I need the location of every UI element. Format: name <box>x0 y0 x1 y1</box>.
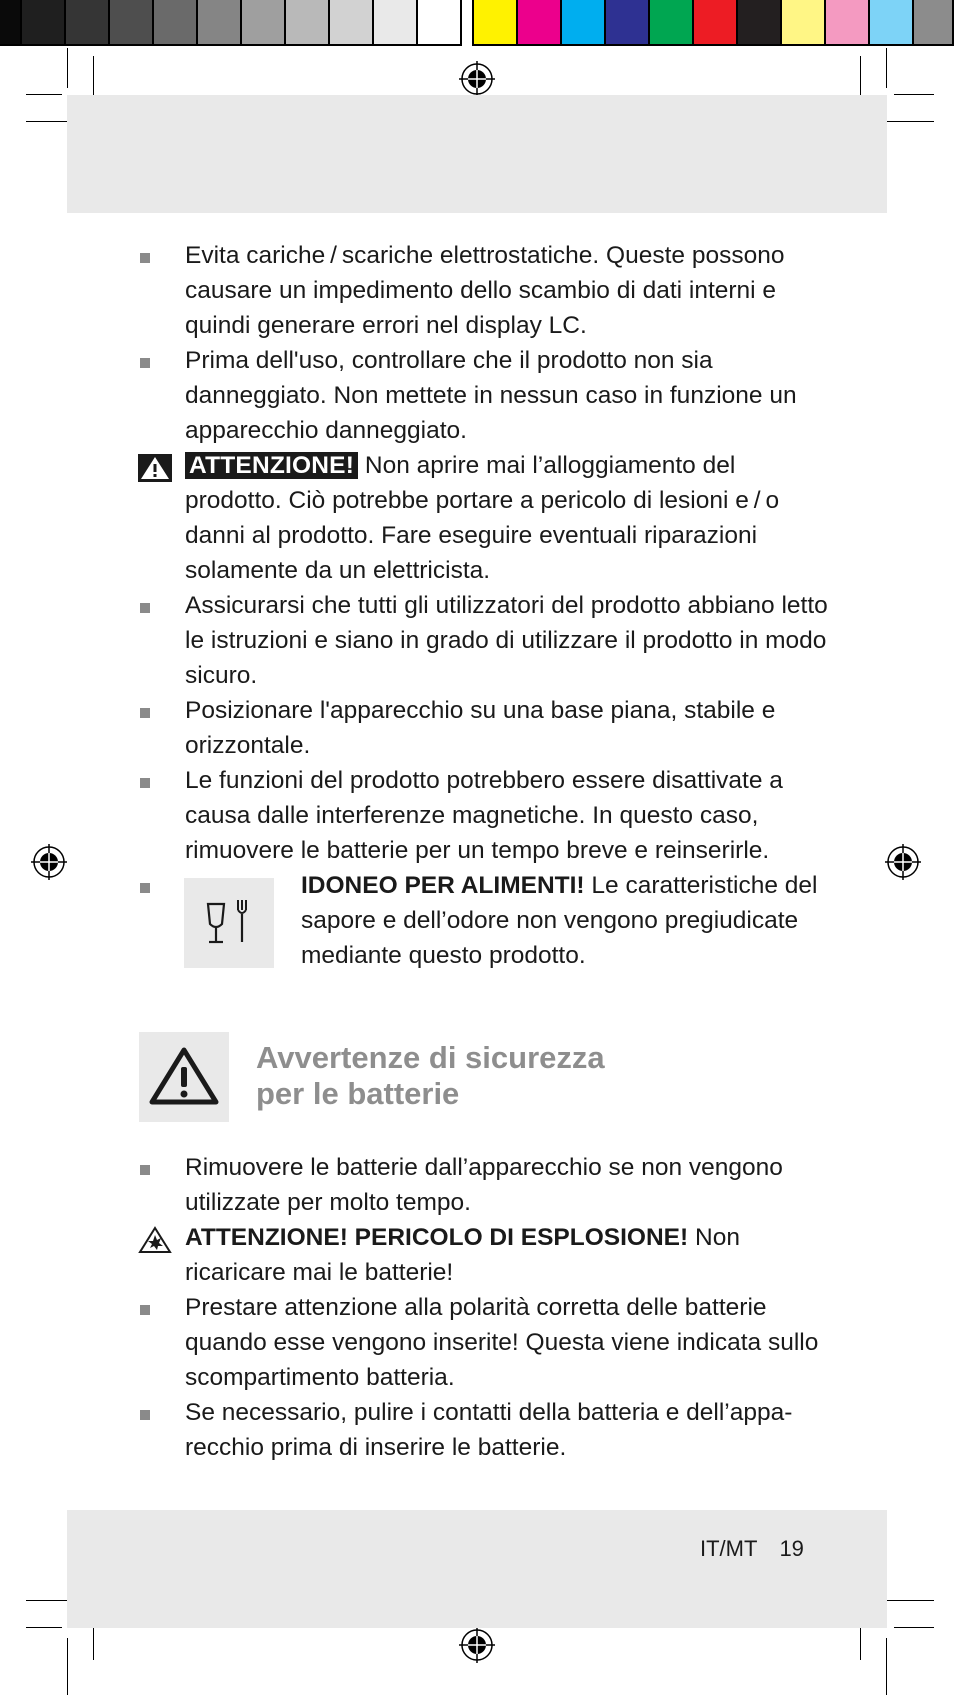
color-swatch <box>650 0 694 46</box>
color-swatch <box>782 0 826 46</box>
food-safe-text: Le caratteristiche del sapore e dell’odore non vengono pregiudicate mediante questo prodotto. <box>301 872 818 969</box>
bullet-square-icon <box>140 708 150 718</box>
list-item-text: Prestare attenzione alla polarità corretta delle batterie quando esse vengono inserite! Questa viene indicata sullo scompartimento batteria. <box>185 1294 819 1391</box>
explosion-warning-icon <box>138 1226 172 1254</box>
food-safe-label: IDONEO PER ALIMENTI! <box>301 872 585 899</box>
color-swatch <box>738 0 782 46</box>
color-swatch <box>66 0 110 46</box>
crop-mark <box>880 1600 934 1601</box>
warning-triangle-icon <box>139 1032 229 1122</box>
section-icon-box <box>139 1032 229 1122</box>
list-item-text: Le funzioni del prodotto potrebbero essere disattivate a causa dalle interferenze magnetiche. In questo caso, rimuovere le batterie per un tempo breve e reinserirle. <box>185 767 783 864</box>
color-swatch <box>914 0 954 46</box>
crop-mark <box>67 48 68 88</box>
list-item-text: Evita cariche / scariche elettrostatiche. Queste possono causare un impedimento dello scambio di dati interni e quindi generare errori nel display LC. <box>185 242 785 339</box>
color-swatch <box>330 0 374 46</box>
crop-mark <box>894 94 934 95</box>
crop-mark <box>67 1638 68 1695</box>
battery-section-header <box>139 1032 839 1122</box>
food-safe-item <box>138 868 838 980</box>
list-item <box>138 1395 838 1465</box>
color-swatch <box>110 0 154 46</box>
food-safe-icon <box>184 878 274 968</box>
color-swatch <box>418 0 462 46</box>
bullet-square-icon <box>140 358 150 368</box>
bullet-square-icon <box>140 603 150 613</box>
color-swatch <box>462 0 474 46</box>
crop-mark <box>886 1638 887 1695</box>
battery-instructions <box>138 1150 838 1465</box>
bullet-square-icon <box>140 253 150 263</box>
warning-text: Non aprire mai l’alloggiamento del prodotto. Ciò potrebbe portare a pericolo di lesioni e / o danni al prodotto. Fare eseguire eventuali riparazioni solamente da un elettricista. <box>185 452 780 584</box>
registration-mark-icon <box>459 1627 495 1663</box>
bullet-square-icon <box>140 778 150 788</box>
list-item-text: Rimuovere le batterie dall’apparecchio se non vengono utilizzate per molto tempo. <box>185 1154 783 1216</box>
color-swatch <box>0 0 22 46</box>
footer-band <box>67 1510 887 1628</box>
list-item <box>138 1290 838 1395</box>
color-swatch <box>562 0 606 46</box>
food-safe-icon-box <box>184 878 274 968</box>
color-swatch <box>242 0 286 46</box>
bullet-square-icon <box>140 1305 150 1315</box>
header-band <box>67 95 887 213</box>
color-swatch <box>374 0 418 46</box>
section-title <box>256 1040 605 1112</box>
registration-mark-icon <box>31 844 67 880</box>
crop-mark <box>886 48 887 88</box>
color-swatch <box>518 0 562 46</box>
warning-text: Non ricaricare mai le batterie! <box>185 1224 740 1286</box>
list-item <box>138 1150 838 1220</box>
list-item-text: Prima dell'uso, controllare che il prodotto non sia danneggiato. Non mettete in nessun caso in funzione un apparecchio danneggiato. <box>185 347 797 444</box>
color-swatch <box>606 0 650 46</box>
registration-mark-icon <box>885 844 921 880</box>
color-swatch <box>22 0 66 46</box>
color-swatch <box>286 0 330 46</box>
list-item <box>138 763 838 868</box>
color-swatch <box>826 0 870 46</box>
crop-mark <box>26 94 62 95</box>
color-swatch <box>474 0 518 46</box>
color-swatch <box>198 0 242 46</box>
list-item-text: Assicurarsi che tutti gli utilizzatori del prodotto abbiano letto le istruzioni e siano in grado di utilizzare il prodotto in modo sicuro. <box>185 592 828 689</box>
list-item <box>138 343 838 448</box>
registration-mark-icon <box>459 61 495 97</box>
bullet-square-icon <box>140 1165 150 1175</box>
warning-item <box>138 448 838 588</box>
list-item-text: Se necessario, pulire i contatti della batteria e dell’appa-recchio prima di inserire le batterie. <box>185 1399 793 1461</box>
food-safe-text-block <box>301 868 841 973</box>
page-number: 19 <box>779 1536 804 1561</box>
crop-mark <box>26 1627 62 1628</box>
list-item <box>138 693 838 763</box>
bullet-square-icon <box>140 1410 150 1420</box>
section-title-line: Avvertenze di sicurezza <box>256 1040 605 1075</box>
attention-badge: ATTENZIONE! <box>185 452 358 479</box>
section-title-line: per le batterie <box>256 1076 460 1111</box>
crop-mark <box>880 121 934 122</box>
bullet-square-icon <box>140 883 150 893</box>
warning-triangle-icon <box>138 454 172 482</box>
list-item <box>138 588 838 693</box>
warning-item <box>138 1220 838 1290</box>
explosion-warning-label: ATTENZIONE! PERICOLO DI ESPLOSIONE! <box>185 1224 689 1251</box>
footer-language: IT/MT <box>700 1536 758 1561</box>
footer-page-info <box>700 1536 804 1562</box>
color-swatch <box>154 0 198 46</box>
list-item-text: Posizionare l'apparecchio su una base piana, stabile e orizzontale. <box>185 697 776 759</box>
color-calibration-strip <box>0 0 954 48</box>
safety-instructions <box>138 238 838 980</box>
color-swatch <box>694 0 738 46</box>
crop-mark <box>894 1627 934 1628</box>
color-swatch <box>870 0 914 46</box>
list-item <box>138 238 838 343</box>
